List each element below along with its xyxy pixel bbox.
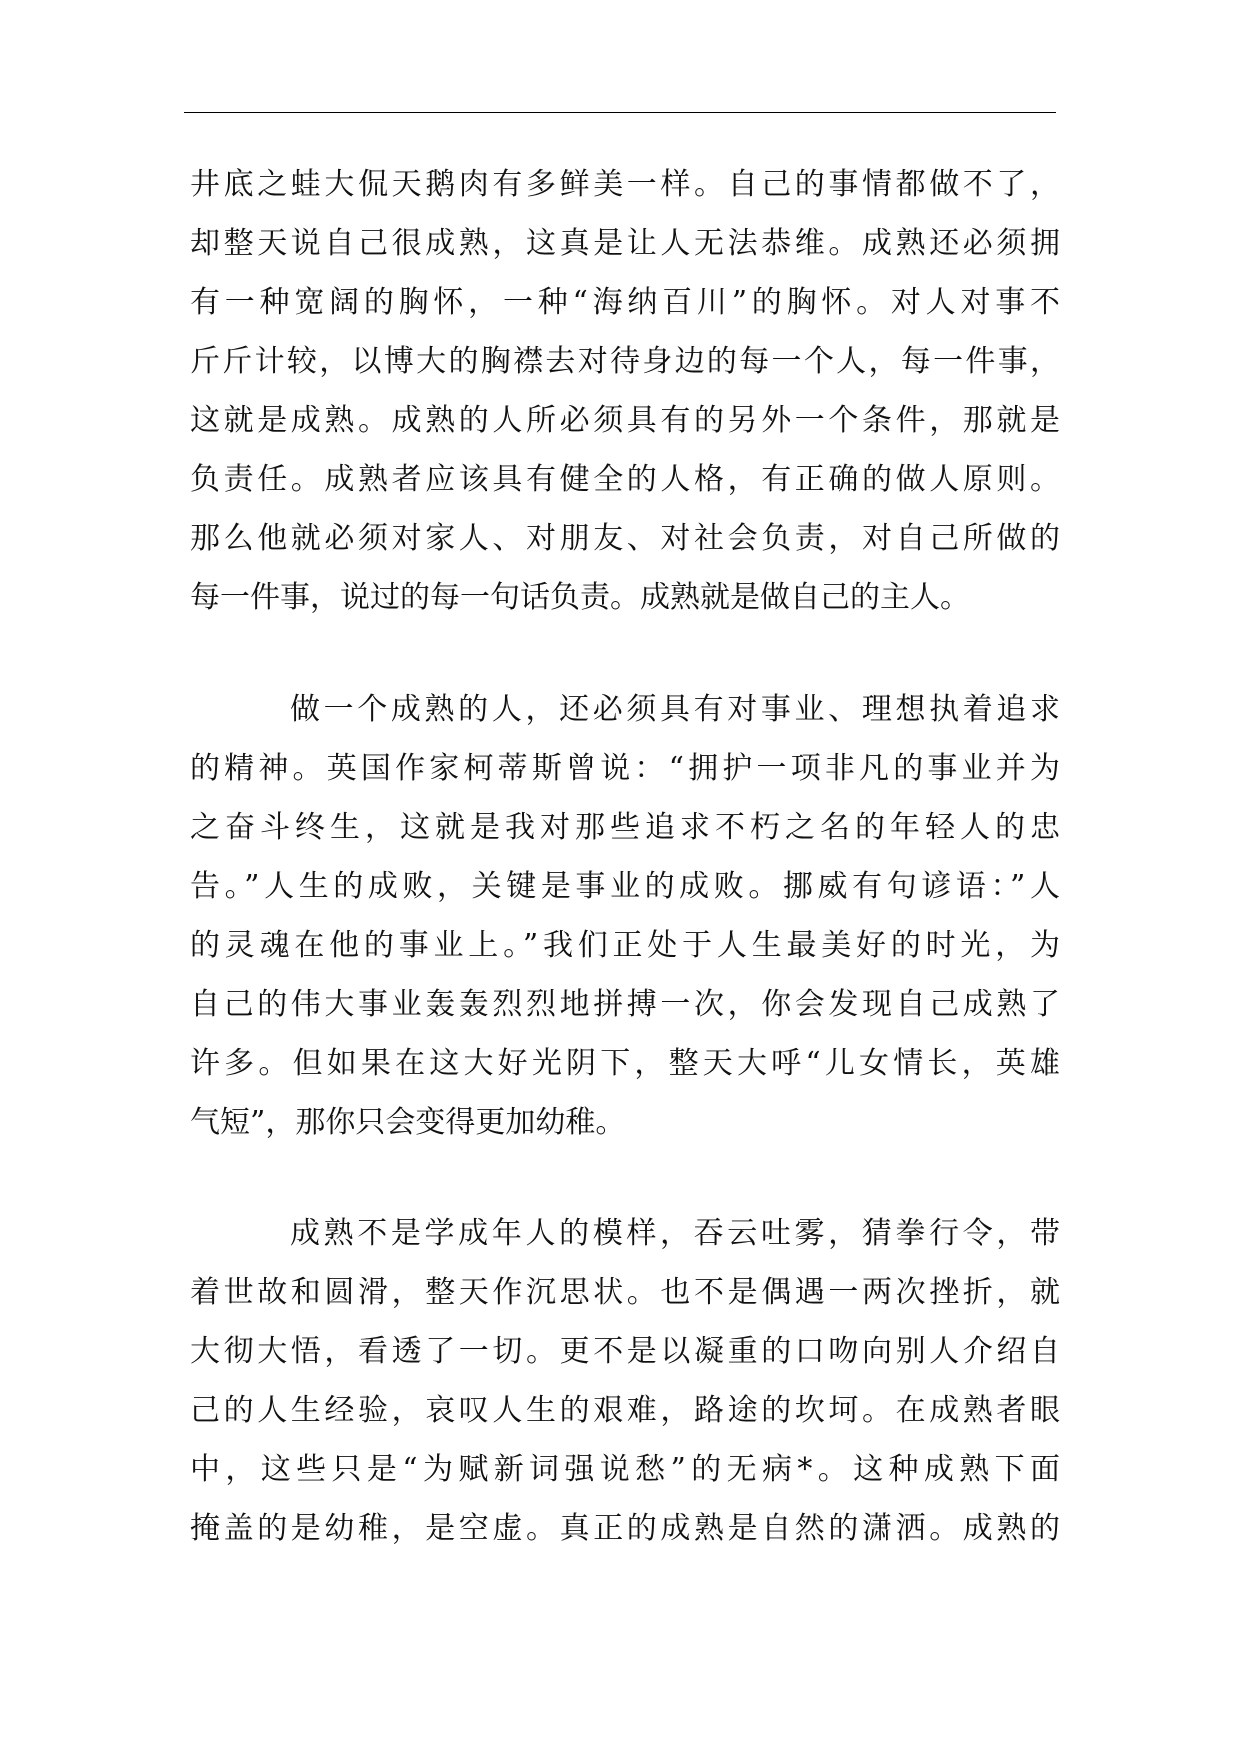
paragraph-line: 许多。但如果在这大好光阴下，整天大呼“儿女情长，英雄 [190,1046,1060,1081]
paragraph-line: 却整天说自己很成熟，这真是让人无法恭维。成熟还必须拥 [190,226,1060,261]
paragraph-line: 成熟不是学成年人的模样，吞云吐雾，猜拳行令，带 [290,1216,1060,1251]
paragraph-line: 大彻大悟，看透了一切。更不是以凝重的口吻向别人介绍自 [190,1334,1060,1369]
paragraph-line: 己的人生经验，哀叹人生的艰难，路途的坎坷。在成熟者眼 [190,1393,1060,1428]
header-rule [184,112,1056,113]
paragraph-line: 井底之蛙大侃天鹅肉有多鲜美一样。自己的事情都做不了， [190,167,1060,202]
paragraph-2 [190,680,1060,1152]
paragraph-line: 那么他就必须对家人、对朋友、对社会负责，对自己所做的 [190,521,1060,556]
paragraph-line: 负责任。成熟者应该具有健全的人格，有正确的做人原则。 [190,462,1060,497]
paragraph-line: 之奋斗终生，这就是我对那些追求不朽之名的年轻人的忠 [190,810,1060,845]
paragraph-line: 这就是成熟。成熟的人所必须具有的另外一个条件，那就是 [190,403,1060,438]
paragraph-line: 着世故和圆滑，整天作沉思状。也不是偶遇一两次挫折，就 [190,1275,1060,1310]
paragraph-line: 斤斤计较，以博大的胸襟去对待身边的每一个人，每一件事， [190,344,1060,379]
paragraph-line: 每一件事，说过的每一句话负责。成熟就是做自己的主人。 [190,580,970,615]
paragraph-3 [190,1204,1060,1558]
paragraph-line: 告。”人生的成败，关键是事业的成败。挪威有句谚语：”人 [190,869,1060,904]
paragraph-line: 做一个成熟的人，还必须具有对事业、理想执着追求 [290,692,1060,727]
paragraph-line: 气短”，那你只会变得更加幼稚。 [190,1105,626,1140]
paragraph-line: 掩盖的是幼稚，是空虚。真正的成熟是自然的潇洒。成熟的 [190,1511,1060,1546]
paragraph-line: 有一种宽阔的胸怀，一种“海纳百川”的胸怀。对人对事不 [190,285,1060,320]
paragraph-line: 的精神。英国作家柯蒂斯曾说：“拥护一项非凡的事业并为 [190,751,1060,786]
paragraph-line: 中，这些只是“为赋新词强说愁”的无病*。这种成熟下面 [190,1452,1060,1487]
paragraph-line: 自己的伟大事业轰轰烈烈地拼搏一次，你会发现自己成熟了 [190,987,1060,1022]
paragraph-line: 的灵魂在他的事业上。”我们正处于人生最美好的时光，为 [190,928,1060,963]
paragraph-1 [190,155,1060,627]
